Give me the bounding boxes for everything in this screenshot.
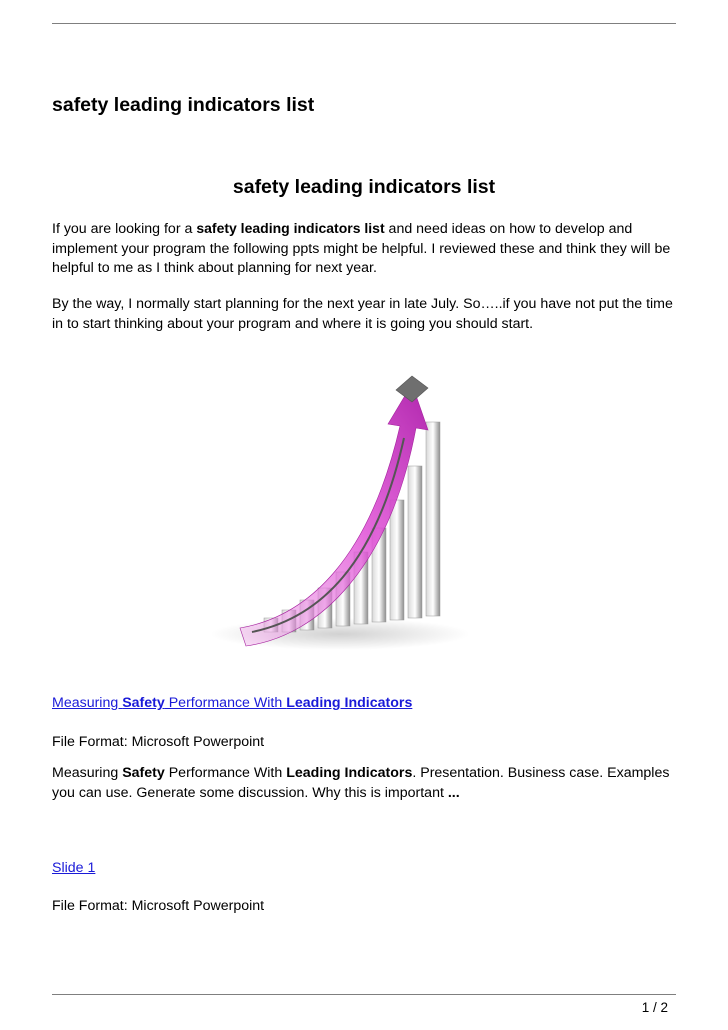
footer-rule [52,994,676,995]
result-link-text-2[interactable]: Safety [122,695,165,711]
snippet-text-2: Safety [122,765,165,781]
intro-keyword: safety leading indicators list [196,220,385,236]
result-link-slide-1[interactable]: Slide 1 [52,860,96,876]
snippet-text-4: Leading Indicators [286,765,413,781]
intro-text-end: and need ideas on how to develop and implement your program the following ppts might be helpful. I reviewed these and think they will be helpful to me as I think about planning for next year. [52,221,671,277]
intro-paragraph [52,219,682,279]
rising-bar-chart-with-arrow-icon [200,366,480,666]
result-link-measuring-safety[interactable] [52,695,412,711]
result-link-text-4[interactable]: Leading Indicators [286,695,413,711]
result-snippet [52,764,682,803]
page-number: 1 / 2 [641,1000,668,1015]
growth-chart-illustration [200,366,480,666]
result-link-text-1[interactable]: Measuring [52,695,123,711]
planning-paragraph: By the way, I normally start planning for the next year in late July. So…..if you have not put the time in to start thinking about your program and where it is going you should start. [52,296,673,332]
file-format-label-2: File Format: Microsoft Powerpoint [52,898,265,914]
header-rule [52,23,676,24]
file-format-label: File Format: Microsoft Powerpoint [52,734,265,750]
intro-text-start: If you are looking for a [52,221,197,237]
result-link-text-3[interactable]: Performance With [164,695,287,711]
section-heading: safety leading indicators list [232,176,496,198]
page-title: safety leading indicators list [52,94,315,116]
snippet-text-1: Measuring [52,765,123,781]
snippet-ellipsis: ... [447,784,460,801]
snippet-text-3: Performance With [164,765,287,781]
snippet-text-5: . Presentation. Business case. Examples you can use. Generate some discussion. Why this is important [52,765,670,801]
